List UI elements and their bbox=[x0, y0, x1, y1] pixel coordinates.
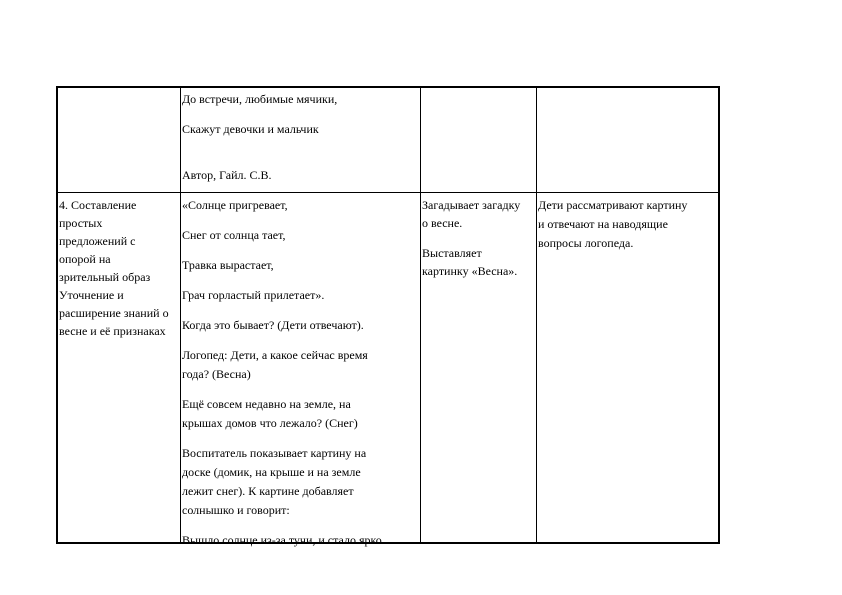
text-line: года? (Весна) bbox=[182, 367, 251, 381]
column-divider bbox=[420, 88, 421, 542]
row2-col2-cell bbox=[182, 197, 418, 548]
text-line: Вышло солнце из-за тучи, и стало ярко bbox=[182, 533, 382, 547]
text-line: Грач горластый прилетает». bbox=[182, 288, 325, 302]
lesson-plan-table bbox=[56, 86, 720, 547]
text-line: Логопед: Дети, а какое сейчас время bbox=[182, 348, 368, 362]
text-line: Автор, Гайл. С.В. bbox=[182, 168, 272, 182]
column-divider bbox=[180, 88, 181, 542]
text-line: простых bbox=[59, 216, 103, 230]
row2-col1-cell bbox=[59, 197, 179, 339]
text-line: зрительный образ bbox=[59, 270, 151, 284]
row2-col4-cell bbox=[538, 197, 718, 251]
row-divider bbox=[58, 192, 718, 193]
text-line: Загадывает загадку bbox=[422, 198, 521, 212]
row1-col2-cell bbox=[182, 91, 418, 183]
text-line: Травка вырастает, bbox=[182, 258, 274, 272]
text-line: Воспитатель показывает картину на bbox=[182, 446, 367, 460]
text-line: предложений с bbox=[59, 234, 136, 248]
row2-col3-cell bbox=[422, 197, 536, 279]
text-line: Дети рассматривают картину bbox=[538, 198, 688, 212]
text-line: расширение знаний о bbox=[59, 306, 169, 320]
text-line: опорой на bbox=[59, 252, 111, 266]
text-line: Когда это бывает? (Дети отвечают). bbox=[182, 318, 364, 332]
text-line: вопросы логопеда. bbox=[538, 236, 634, 250]
text-line: картинку «Весна». bbox=[422, 264, 518, 278]
text-line: крышах домов что лежало? (Снег) bbox=[182, 416, 358, 430]
text-line: солнышко и говорит: bbox=[182, 503, 290, 517]
column-divider bbox=[536, 88, 537, 542]
text-line: Ещё совсем недавно на земле, на bbox=[182, 397, 351, 411]
text-line: лежит снег). К картине добавляет bbox=[182, 484, 354, 498]
text-line: Уточнение и bbox=[59, 288, 124, 302]
text-line: доске (домик, на крыше и на земле bbox=[182, 465, 361, 479]
text-line: Скажут девочки и мальчик bbox=[182, 122, 319, 136]
text-line: весне и её признаках bbox=[59, 324, 166, 338]
text-line: и отвечают на наводящие bbox=[538, 217, 668, 231]
text-line: о весне. bbox=[422, 216, 463, 230]
text-line: 4. Составление bbox=[59, 198, 137, 212]
text-line: До встречи, любимые мячики, bbox=[182, 92, 338, 106]
text-line: Выставляет bbox=[422, 246, 482, 260]
text-line: «Солнце пригревает, bbox=[182, 198, 288, 212]
text-line: Снег от солнца тает, bbox=[182, 228, 286, 242]
